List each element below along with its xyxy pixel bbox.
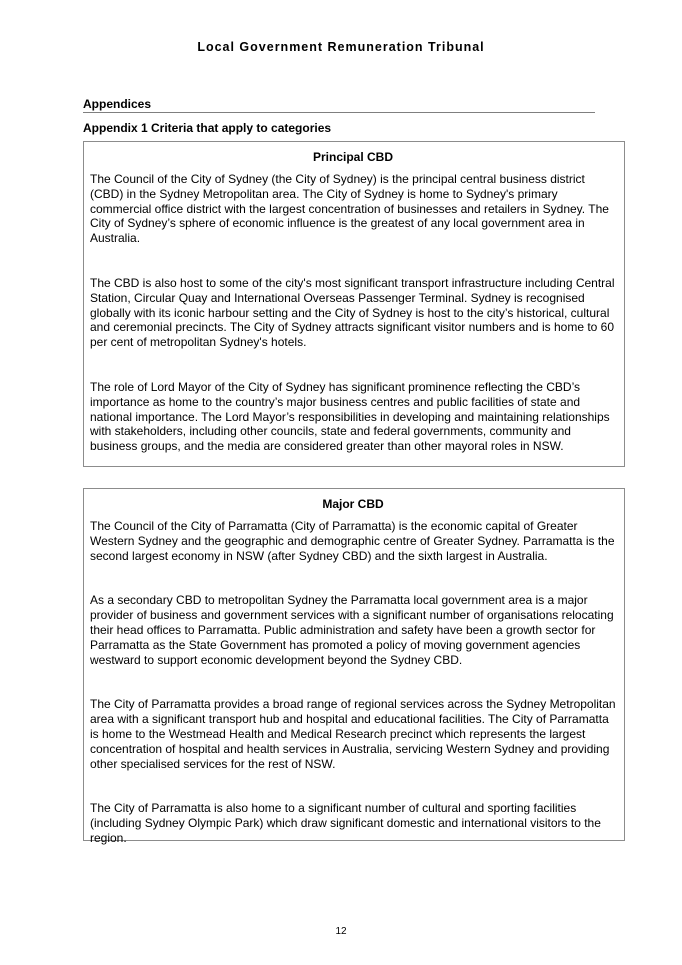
major-cbd-title: Major CBD [322,497,384,511]
principal-cbd-paragraph: The Council of the City of Sydney (the City of Sydney) is the principal central business district (CBD) in the Sydney Metropolitan area. The City of Sydney is home to Sydney's primary commercial office district with the largest concentration of businesses and retailers in Sydney. The City of Sydney’s sphere of economic influence is the greatest of any local government area in Australia. [90,172,609,246]
major-cbd-box [83,488,625,845]
appendix-heading: Appendix 1 Criteria that apply to categories [83,121,332,135]
principal-cbd-paragraph: The role of Lord Mayor of the City of Sydney has significant prominence reflecting the CBD’s importance as home to the country’s major business centres and public facilities of state and national importance. The Lord Mayor’s responsibilities in developing and maintaining relationships with stakeholders, including other councils, state and federal governments, community and business groups, and the media are considered greater than other mayoral roles in NSW. [90,379,610,454]
principal-cbd-title: Principal CBD [312,150,393,164]
major-cbd-paragraph: The City of Parramatta provides a broad range of regional services across the Sydney Metropolitan area with a significant transport hub and hospital and educational facilities. The City of Parramatta is home to the Westmead Health and Medical Research precinct which represents the largest concentration of hospital and health services in Australia, servicing Western Sydney and providing other specialised services for the rest of NSW. [90,697,616,771]
major-cbd-paragraph: The Council of the City of Parramatta (City of Parramatta) is the economic capital of Greater Western Sydney and the geographic and demographic centre of Greater Sydney. Parramatta is the second largest economy in NSW (after Sydney CBD) and the sixth largest in Australia. [90,519,615,563]
principal-cbd-paragraph: The CBD is also host to some of the city's most significant transport infrastructure including Central Station, Circular Quay and International Overseas Passenger Terminal. Sydney is recognised globally with its iconic harbour setting and the City of Sydney is host to the city’s historical, cultural and ceremonial precincts. The City of Sydney attracts significant visitor numbers and is home to 60 per cent of metropolitan Sydney's hotels. [90,275,615,350]
page-number: 12 [335,926,347,937]
section-heading: Appendices [83,97,595,113]
major-cbd-paragraph: The City of Parramatta is also home to a significant number of cultural and sporting facilities (including Sydney Olympic Park) which draw significant domestic and international visitors to the region. [90,801,601,845]
principal-cbd-box [83,141,625,467]
document-header-title: Local Government Remuneration Tribunal [197,40,485,54]
major-cbd-paragraph: As a secondary CBD to metropolitan Sydney the Parramatta local government area is a major provider of business and government services with a significant number of organisations relocating their head offices to Parramatta. Public administration and safety have been a growth sector for Parramatta as the State Government has promoted a policy of moving government agencies westward to support economic development beyond the Sydney CBD. [90,593,614,667]
